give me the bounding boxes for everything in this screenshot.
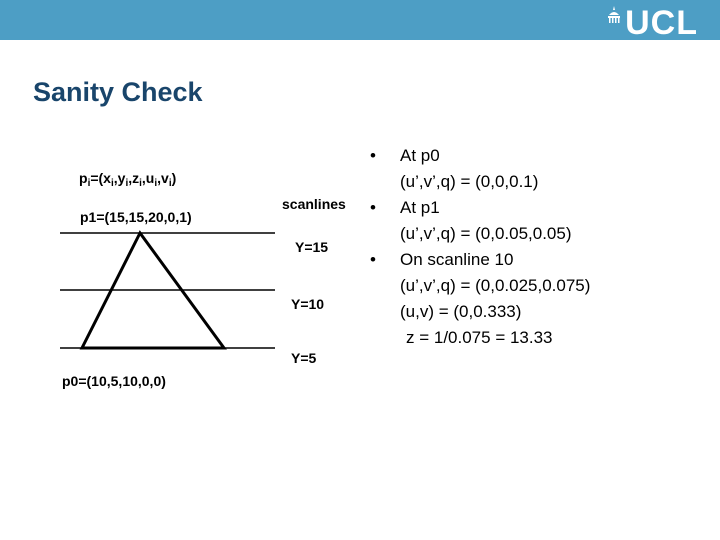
bullet-marker: •: [370, 250, 376, 269]
bullet-marker: •: [370, 146, 376, 165]
bullet-item: [368, 195, 708, 221]
p0-label: p0=(10,5,10,0,0): [62, 373, 166, 389]
y5-label: Y=5: [291, 350, 317, 366]
bullet-line: (u’,v’,q) = (0,0.025,0.075): [400, 276, 591, 295]
bullet-line: (u’,v’,q) = (0,0,0.1): [400, 172, 539, 191]
ucl-logo-text: UCL: [625, 4, 698, 42]
bullet-item: [368, 143, 708, 169]
bullet-list: [368, 143, 708, 351]
y10-label: Y=10: [291, 296, 325, 312]
bullet-head: At p1: [400, 198, 440, 217]
bullet-head: On scanline 10: [400, 250, 514, 269]
scanlines-label: scanlines: [282, 196, 346, 212]
y15-label: Y=15: [295, 239, 329, 255]
slide-title: Sanity Check: [33, 77, 203, 107]
bullet-head: At p0: [400, 146, 440, 165]
bullet-line: z = 1/0.075 = 13.33: [406, 328, 553, 347]
bullet-line: (u’,v’,q) = (0,0.05,0.05): [400, 224, 572, 243]
bullet-item: [368, 247, 708, 273]
p1-label: p1=(15,15,20,0,1): [80, 209, 192, 225]
bullet-marker: •: [370, 198, 376, 217]
bullet-line: (u,v) = (0,0.333): [400, 302, 522, 321]
vertex-definition: $p_i=(x_i,y_i,z_i,u_i,v_i)$: [79, 170, 177, 189]
